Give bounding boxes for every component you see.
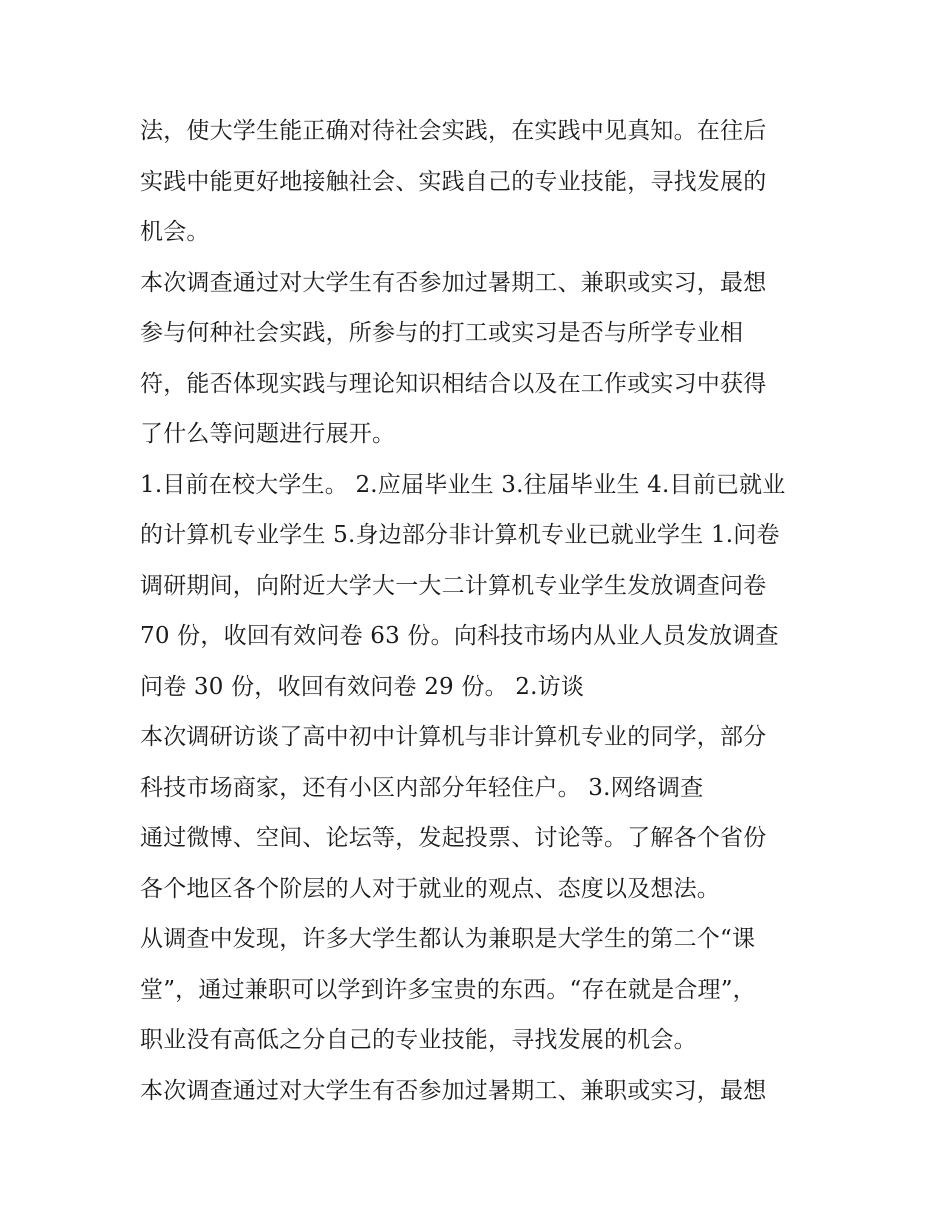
text-line: 本次调查通过对大学生有否参加过暑期工、兼职或实习，最想 [140, 269, 767, 296]
document-body-text [140, 106, 820, 1116]
text-line: 的计算机专业学生 5.身边部分非计算机专业已就业学生 1.问卷 [140, 522, 780, 548]
text-line: 本次调查通过对大学生有否参加过暑期工、兼职或实习，最想 [140, 1077, 767, 1104]
text-line: 堂”，通过兼职可以学到许多宝贵的东西。“存在就是合理”， [140, 976, 756, 1003]
text-line: 职业没有高低之分自己的专业技能，寻找发展的机会。 [140, 1027, 697, 1053]
text-line: 通过微博、空间、论坛等，发起投票、讨论等。了解各个省份 [140, 825, 767, 851]
text-line: 问卷 30 份，收回有效问卷 29 份。 2.访谈 [140, 673, 585, 700]
text-line: 从调查中发现，许多大学生都认为兼职是大学生的第二个“课 [140, 926, 756, 952]
text-line: 调研期间，向附近大学大一大二计算机专业学生发放调查问卷 [140, 572, 767, 599]
text-line: 参与何种社会实践，所参与的打工或实习是否与所学专业相 [140, 320, 744, 346]
text-line: 符，能否体现实践与理论知识相结合以及在工作或实习中获得 [140, 370, 767, 397]
text-line: 了什么等问题进行展开。 [140, 421, 396, 447]
text-line: 实践中能更好地接触社会、实践自己的专业技能，寻找发展的 [140, 168, 767, 195]
text-line: 本次调研访谈了高中初中计算机与非计算机专业的同学，部分 [140, 724, 767, 750]
text-line: 机会。 [140, 219, 210, 245]
text-line: 法，使大学生能正确对待社会实践，在实践中见真知。在往后 [140, 118, 767, 144]
text-line: 各个地区各个阶层的人对于就业的观点、态度以及想法。 [140, 875, 720, 902]
text-line: 70 份，收回有效问卷 63 份。向科技市场内从业人员发放调查 [140, 623, 779, 649]
text-line: 1.目前在校大学生。 2.应届毕业生 3.往届毕业生 4.目前已就业 [140, 471, 786, 498]
text-line: 科技市场商家，还有小区内部分年轻住户。 3.网络调查 [140, 774, 704, 801]
